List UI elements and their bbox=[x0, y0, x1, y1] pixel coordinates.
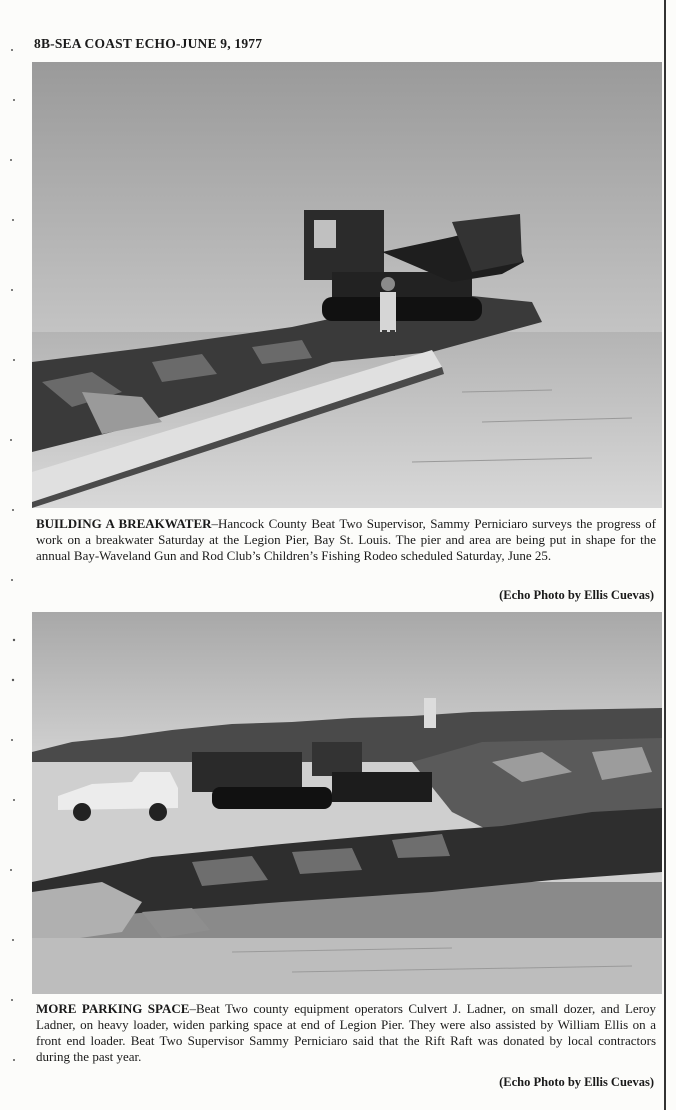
breakwater-headline: BUILDING A BREAKWATER bbox=[36, 516, 212, 531]
parking-space-headline: MORE PARKING SPACE bbox=[36, 1001, 190, 1016]
page-header: 8B-SEA COAST ECHO-JUNE 9, 1977 bbox=[34, 36, 263, 51]
breakwater-caption bbox=[36, 516, 656, 564]
breakwater-caption-body: –Hancock County Beat Two Supervisor, Sammy Perniciaro surveys the progress of work on a breakwater Saturday at the Legion Pier, Bay St. Louis. The pier and area are being put in shape for the annual Bay-Waveland Gun and Rod Club’s Children’s Fishing Rodeo scheduled Saturday, June 25. bbox=[36, 516, 656, 563]
parking-space-caption bbox=[36, 1001, 656, 1065]
perforation-marks bbox=[8, 40, 20, 1080]
breakwater-photo-credit: (Echo Photo by Ellis Cuevas) bbox=[499, 588, 654, 602]
page-edge-rule bbox=[664, 0, 666, 1110]
parking-space-caption-body: –Beat Two county equipment operators Culvert J. Ladner, on small dozer, and Leroy Ladner, on heavy loader, widen parking space at end of Legion Pier. They were also assisted by William Ellis on a front end loader. Beat Two Supervisor Sammy Perniciaro said that the Rift Raft was donated by local contractors during the past year. bbox=[36, 1001, 656, 1064]
breakwater-photo bbox=[32, 62, 662, 508]
parking-space-photo-credit: (Echo Photo by Ellis Cuevas) bbox=[499, 1075, 654, 1089]
parking-space-photo bbox=[32, 612, 662, 994]
